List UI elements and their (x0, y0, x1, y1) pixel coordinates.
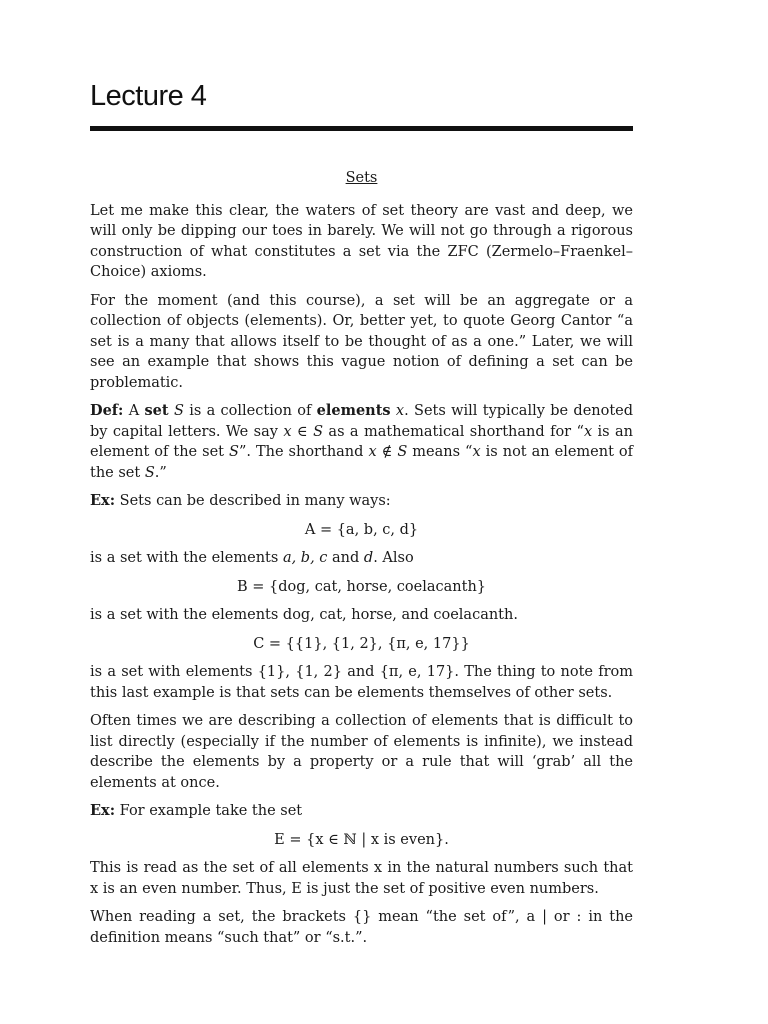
math-symbol: S (144, 464, 155, 481)
math-symbol: d (363, 550, 374, 566)
math-symbol: S (229, 444, 239, 460)
equation-C: C = {{1}, {1, 2}, {π, e, 17}} (253, 635, 470, 652)
def-text: ”. The shorthand (238, 444, 369, 460)
def-label: Def: (90, 402, 124, 419)
def-text: as a mathematical shorthand for “ (323, 423, 584, 440)
lecture-body (90, 168, 633, 956)
set-term: set (144, 402, 169, 419)
def-text: is an element of the set (90, 423, 634, 460)
intro-paragraph: Let me make this clear, the waters of set theory are vast and deep, we will only be dipping our toes in barely. We will not go through a rigorous construction of what constitutes a set via the ZFC (Zermelo–Fraenkel–Choice) axioms. (90, 202, 633, 280)
math-symbol: S (173, 403, 184, 419)
text-run: . Also (373, 550, 414, 566)
math-symbol: x (395, 403, 405, 419)
math-symbol: x (472, 444, 481, 460)
after-B-paragraph: is a set with the elements dog, cat, horse, and coelacanth. (90, 607, 518, 623)
example-2-paragraph (90, 801, 633, 822)
after-C-paragraph: is a set with elements {1}, {1, 2} and {π, e, 17}. The thing to note from this last example is that sets can be elements themselves of other sets. (90, 664, 633, 701)
def-text: is a collection of (183, 403, 317, 419)
section-title: Sets (345, 170, 378, 186)
def-text: A (128, 403, 145, 419)
moment-paragraph: For the moment (and this course), a set will be an aggregate or a collection of objects (elements). Or, better yet, to quote Georg Cantor “a set is a many that allows itself to be thought of as a one.” Later, we will see an example that shows this vague notion of defining a set can be problematic. (90, 292, 633, 391)
def-text: .” (154, 464, 167, 481)
membership-notation: x ∈ S (283, 423, 324, 440)
def-text: is not an element of the set (90, 444, 634, 481)
def-text: . Sets will typically be denoted by capital letters. We say (90, 403, 634, 440)
ex-label: Ex: (90, 802, 116, 819)
title-rule (90, 126, 633, 131)
reading-paragraph: When reading a set, the brackets {} mean “the set of”, a | or : in the definition means “such that” or “s.t.”. (90, 909, 633, 946)
ex-text: For example take the set (115, 803, 303, 819)
math-symbol: x (583, 423, 593, 440)
text-run: is a set with the elements (90, 550, 283, 566)
often-paragraph: Often times we are describing a collection of elements that is difficult to list directly (especially if the number of elements is infinite), we instead describe the elements by a property or a rule that will ‘grab’ all the elements at once. (90, 713, 633, 791)
equation-B: B = {dog, cat, horse, coelacanth} (236, 578, 487, 595)
text-run: and (327, 550, 364, 566)
after-A-paragraph (90, 548, 633, 569)
lecture-title: Lecture 4 (90, 80, 207, 112)
elements-term: elements (316, 402, 391, 419)
ex-text: Sets can be described in many ways: (115, 493, 391, 509)
equation-E: E = {x ∈ ℕ | x is even}. (274, 831, 449, 848)
example-1-paragraph (90, 491, 633, 512)
definition-paragraph (90, 401, 633, 483)
nonmembership-notation: x ∉ S (368, 444, 408, 460)
math-symbol: a, b, c (282, 550, 328, 566)
equation-A: A = {a, b, c, d} (304, 521, 419, 538)
after-E-paragraph: This is read as the set of all elements x in the natural numbers such that x is an even number. Thus, E is just the set of positive even numbers. (90, 860, 633, 897)
ex-label: Ex: (90, 492, 116, 509)
def-text: means “ (407, 444, 473, 460)
